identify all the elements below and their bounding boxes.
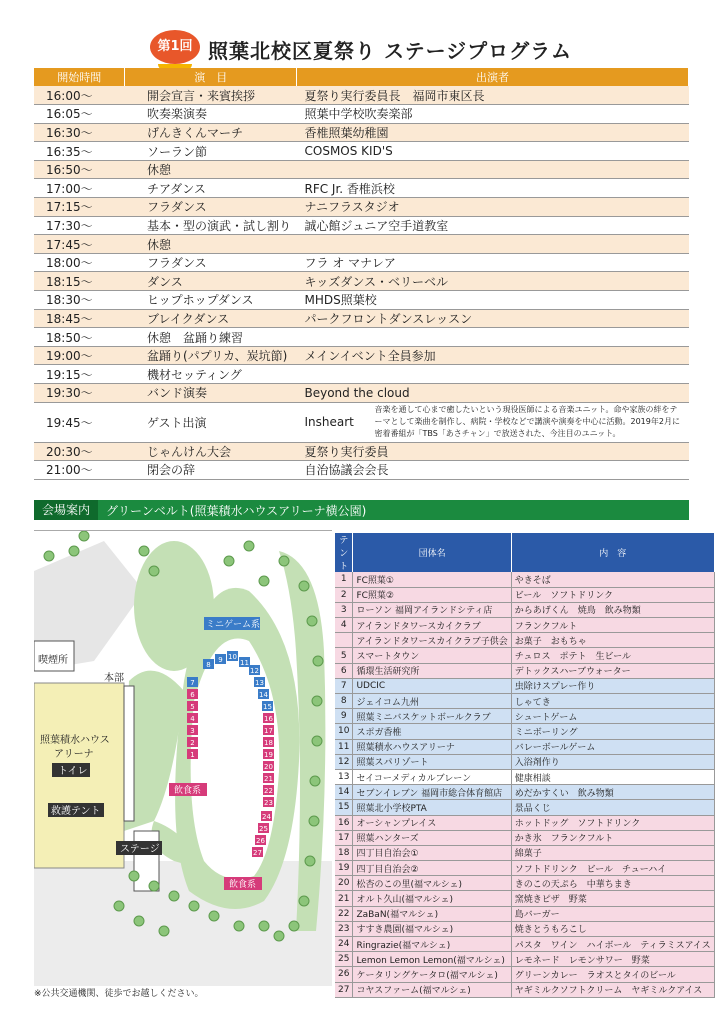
tent-org: FC照葉② xyxy=(353,587,511,602)
program-performer: キッズダンス・ベリーベル xyxy=(297,272,689,291)
program-performer: 照葉中学校吹奏楽部 xyxy=(297,105,689,124)
tree-icon xyxy=(224,556,234,566)
tree-icon xyxy=(310,776,320,786)
tent-no: 4 xyxy=(335,618,353,633)
tent-org: オルト久山(福マルシェ) xyxy=(353,891,511,906)
tent-no: 18 xyxy=(335,845,353,860)
program-row xyxy=(34,309,689,328)
tree-icon xyxy=(69,546,79,556)
tent-content: かき氷 フランクフルト xyxy=(511,830,714,845)
program-performer xyxy=(297,235,689,254)
program-row xyxy=(34,105,689,124)
header-time: 開始時間 xyxy=(34,68,125,86)
tent-org: ZaBaN(福マルシェ) xyxy=(353,906,511,921)
tent-number: 7 xyxy=(190,679,195,687)
program-time: 16:50～ xyxy=(34,160,125,179)
tent-no: 22 xyxy=(335,906,353,921)
tent-number: 3 xyxy=(190,727,195,735)
tent-org: アイランドタワースカイクラブ xyxy=(353,618,511,633)
label-toilet: トイレ xyxy=(58,766,88,777)
program-time: 17:15～ xyxy=(34,198,125,217)
program-time: 17:00～ xyxy=(34,179,125,198)
program-time: 16:00～ xyxy=(34,86,125,105)
tree-icon xyxy=(244,541,254,551)
tent-number: 14 xyxy=(259,691,268,699)
tent-table xyxy=(335,533,715,998)
tent-row xyxy=(335,891,714,906)
program-event: 盆踊り(パプリカ、炭坑節) xyxy=(125,346,297,365)
tree-icon xyxy=(139,546,149,556)
tent-no: 2 xyxy=(335,587,353,602)
tent-number: 12 xyxy=(250,667,259,675)
tree-icon xyxy=(259,921,269,931)
tent-no: 7 xyxy=(335,678,353,693)
tent-no: 16 xyxy=(335,815,353,830)
program-table xyxy=(34,68,689,480)
program-row xyxy=(34,461,689,480)
program-performer: 自治協議会会長 xyxy=(297,461,689,480)
program-time: 20:30～ xyxy=(34,442,125,461)
tent-content: 景品くじ xyxy=(511,800,714,815)
tent-row xyxy=(335,982,714,997)
tent-org: スポガ香椎 xyxy=(353,724,511,739)
tent-number: 15 xyxy=(263,703,272,711)
tent-no: 13 xyxy=(335,769,353,784)
tent-content: めだかすくい 飲み物類 xyxy=(511,785,714,800)
program-time: 16:30～ xyxy=(34,123,125,142)
tent-org: スマートタウン xyxy=(353,648,511,663)
program-performer xyxy=(297,402,689,442)
tree-icon xyxy=(259,576,269,586)
tent-org: ローソン 福岡アイランドシティ店 xyxy=(353,602,511,617)
tent-number: 24 xyxy=(262,813,271,821)
program-time: 21:00～ xyxy=(34,461,125,480)
program-event: ヒップホップダンス xyxy=(125,291,297,310)
program-performer: 誠心館ジュニア空手道教室 xyxy=(297,216,689,235)
program-time: 18:50～ xyxy=(34,328,125,347)
bottom-road xyxy=(34,861,332,986)
tent-row xyxy=(335,967,714,982)
tent-header-content: 内 容 xyxy=(511,533,714,572)
tree-icon xyxy=(79,531,89,541)
tent-row xyxy=(335,739,714,754)
tent-org: オーシャンプレイス xyxy=(353,815,511,830)
tent-no: 15 xyxy=(335,800,353,815)
tent-org: 松杏のこの里(福マルシェ) xyxy=(353,876,511,891)
tent-number: 11 xyxy=(240,659,249,667)
program-event: ブレイクダンス xyxy=(125,309,297,328)
tent-no: 20 xyxy=(335,876,353,891)
tent-header-no: テント xyxy=(335,533,353,572)
tree-icon xyxy=(299,896,309,906)
program-event: ソーラン節 xyxy=(125,142,297,161)
tent-content: シュートゲーム xyxy=(511,709,714,724)
tent-content: 焼きとうもろこし xyxy=(511,921,714,936)
tent-no: 6 xyxy=(335,663,353,678)
tent-no: 26 xyxy=(335,967,353,982)
tent-row xyxy=(335,830,714,845)
tree-icon xyxy=(44,551,54,561)
label-arena-2: アリーナ xyxy=(54,749,94,760)
tent-no: 11 xyxy=(335,739,353,754)
tent-no: 8 xyxy=(335,694,353,709)
tree-icon xyxy=(234,921,244,931)
tree-icon xyxy=(159,926,169,936)
tent-no: 17 xyxy=(335,830,353,845)
tent-content: デトックスハーブウォーター xyxy=(511,663,714,678)
arena-edge xyxy=(124,686,134,821)
tent-org: Ringrazie(福マルシェ) xyxy=(353,937,511,952)
venue-map xyxy=(34,530,332,985)
program-row xyxy=(34,216,689,235)
tent-no: 12 xyxy=(335,754,353,769)
tent-row xyxy=(335,587,714,602)
tent-row xyxy=(335,618,714,633)
program-time: 18:00～ xyxy=(34,253,125,272)
tent-content: ビール ソフトドリンク xyxy=(511,587,714,602)
tent-org: セブンイレブン 福岡市総合体育館店 xyxy=(353,785,511,800)
tent-no: 10 xyxy=(335,724,353,739)
tent-org: アイランドタワースカイクラブ子供会 xyxy=(353,633,511,648)
program-event: バンド演奏 xyxy=(125,384,297,403)
program-time: 17:30～ xyxy=(34,216,125,235)
tent-row xyxy=(335,861,714,876)
label-minigame: ミニゲーム系 xyxy=(206,620,261,630)
header-performer: 出演者 xyxy=(297,68,689,86)
tent-content: ソフトドリンク ビール チューハイ xyxy=(511,861,714,876)
tent-row xyxy=(335,876,714,891)
map-svg xyxy=(34,531,332,986)
program-row xyxy=(34,328,689,347)
program-row xyxy=(34,402,689,442)
tent-content: グリーンカレー ラオスとタイのビール xyxy=(511,967,714,982)
tree-icon xyxy=(279,556,289,566)
program-time: 17:45～ xyxy=(34,235,125,254)
tent-number: 18 xyxy=(264,739,273,747)
tent-number: 16 xyxy=(264,715,273,723)
tent-org: 照葉積水ハウスアリーナ xyxy=(353,739,511,754)
program-row xyxy=(34,346,689,365)
program-row xyxy=(34,142,689,161)
program-event: 休憩 xyxy=(125,235,297,254)
tent-header-org: 団体名 xyxy=(353,533,511,572)
program-performer: 夏祭り実行委員長 福岡市東区長 xyxy=(297,86,689,105)
program-performer: MHDS照葉校 xyxy=(297,291,689,310)
program-event: じゃんけん大会 xyxy=(125,442,297,461)
program-performer: パークフロントダンスレッスン xyxy=(297,309,689,328)
tent-content: レモネード レモンサワー 野菜 xyxy=(511,952,714,967)
venue-label: 会場案内 xyxy=(34,500,98,520)
tent-number: 13 xyxy=(255,679,264,687)
program-performer: 夏祭り実行委員 xyxy=(297,442,689,461)
program-row xyxy=(34,253,689,272)
tent-content: パスタ ワイン ハイボール ティラミスアイス xyxy=(511,937,714,952)
tree-icon xyxy=(114,901,124,911)
tree-icon xyxy=(149,881,159,891)
tent-no: 24 xyxy=(335,937,353,952)
program-row xyxy=(34,235,689,254)
tree-icon xyxy=(189,901,199,911)
program-row xyxy=(34,384,689,403)
tent-number: 10 xyxy=(228,653,237,661)
tent-no: 1 xyxy=(335,572,353,587)
tree-icon xyxy=(307,616,317,626)
tent-no: 9 xyxy=(335,709,353,724)
tent-org: 循環生活研究所 xyxy=(353,663,511,678)
tent-no: 19 xyxy=(335,861,353,876)
tent-no: 14 xyxy=(335,785,353,800)
tree-icon xyxy=(149,566,159,576)
tent-row xyxy=(335,937,714,952)
tent-content: 虫除けスプレー作り xyxy=(511,678,714,693)
tent-row xyxy=(335,724,714,739)
tent-number: 6 xyxy=(190,691,195,699)
page-title xyxy=(150,30,630,68)
tent-number: 8 xyxy=(206,661,211,669)
tent-org: 四丁目自治会① xyxy=(353,845,511,860)
tree-icon xyxy=(274,931,284,941)
tent-content: 入浴剤作り xyxy=(511,754,714,769)
tree-icon xyxy=(209,911,219,921)
program-event: チアダンス xyxy=(125,179,297,198)
tent-org: 照葉ミニバスケットボールクラブ xyxy=(353,709,511,724)
tent-org: Lemon Lemon Lemon(福マルシェ) xyxy=(353,952,511,967)
tent-content: 島バーガー xyxy=(511,906,714,921)
tent-org: 照葉北小学校PTA xyxy=(353,800,511,815)
program-row xyxy=(34,86,689,105)
tent-org: すすき農園(福マルシェ) xyxy=(353,921,511,936)
tent-org: ジェイコム九州 xyxy=(353,694,511,709)
program-row xyxy=(34,442,689,461)
tent-content: フランクフルト xyxy=(511,618,714,633)
tree-icon xyxy=(169,891,179,901)
program-event: ダンス xyxy=(125,272,297,291)
program-performer: 香椎照葉幼稚園 xyxy=(297,123,689,142)
program-event: 機材セッティング xyxy=(125,365,297,384)
venue-bar xyxy=(34,500,689,520)
program-row xyxy=(34,198,689,217)
program-performer: メインイベント全員参加 xyxy=(297,346,689,365)
tent-content: お菓子 おもちゃ xyxy=(511,633,714,648)
tent-no: 27 xyxy=(335,982,353,997)
program-event: 開会宣言・来賓挨拶 xyxy=(125,86,297,105)
tent-row xyxy=(335,602,714,617)
tent-row xyxy=(335,785,714,800)
tent-content: きのこの天ぷら 中華ちまき xyxy=(511,876,714,891)
program-performer xyxy=(297,365,689,384)
tent-content: ホットドッグ ソフトドリンク xyxy=(511,815,714,830)
label-hq: 本部 xyxy=(104,673,124,684)
edition-badge: 第1回 xyxy=(150,30,200,64)
tent-org: 照葉スパリゾート xyxy=(353,754,511,769)
venue-name: グリーンベルト(照葉積水ハウスアリーナ横公園) xyxy=(106,503,367,518)
tent-no xyxy=(335,633,353,648)
tent-number: 17 xyxy=(264,727,273,735)
performer-note: 音楽を通して心まで癒したいという現役医師による音楽ユニット。命や家族の絆をテーマとして楽曲を制作し、病院・学校などで講演や演奏を中心に活動。2019年2月に密着番組が「TBS「あさチャン」で放送された、今注目のユニット。 xyxy=(374,405,680,439)
label-food-1: 飲食系 xyxy=(174,786,202,796)
tree-icon xyxy=(129,871,139,881)
tree-icon xyxy=(299,581,309,591)
tent-no: 5 xyxy=(335,648,353,663)
tent-body xyxy=(335,572,714,997)
tent-number: 19 xyxy=(264,751,273,759)
tent-number: 22 xyxy=(264,787,273,795)
tent-number: 27 xyxy=(253,849,262,857)
tent-org: コヤスファーム(福マルシェ) xyxy=(353,982,511,997)
program-event: 休憩 盆踊り練習 xyxy=(125,328,297,347)
tree-icon xyxy=(289,921,299,931)
tree-icon xyxy=(134,916,144,926)
tree-icon xyxy=(312,736,322,746)
tent-content: ミニボーリング xyxy=(511,724,714,739)
program-row xyxy=(34,365,689,384)
tent-content: やきそば xyxy=(511,572,714,587)
program-performer: Beyond the cloud xyxy=(297,384,689,403)
tent-number: 9 xyxy=(218,656,223,664)
program-row xyxy=(34,123,689,142)
program-event: 基本・型の演武・試し割り xyxy=(125,216,297,235)
program-event: フラダンス xyxy=(125,198,297,217)
program-row xyxy=(34,291,689,310)
tent-row xyxy=(335,754,714,769)
title-text: 照葉北校区夏祭り ステージプログラム xyxy=(208,39,572,63)
program-event: 休憩 xyxy=(125,160,297,179)
tent-number: 23 xyxy=(264,799,273,807)
performer-name: Insheart xyxy=(304,415,354,430)
tent-content: からあげくん 焼鳥 飲み物類 xyxy=(511,602,714,617)
tent-row xyxy=(335,663,714,678)
tent-number: 21 xyxy=(264,775,273,783)
tent-no: 25 xyxy=(335,952,353,967)
tent-no: 23 xyxy=(335,921,353,936)
tent-number: 2 xyxy=(190,739,195,747)
label-aid: 救護テント xyxy=(51,806,101,817)
tent-number: 5 xyxy=(190,703,195,711)
program-performer: RFC Jr. 香椎浜校 xyxy=(297,179,689,198)
tent-content: 綿菓子 xyxy=(511,845,714,860)
tent-row xyxy=(335,694,714,709)
header-event: 演 目 xyxy=(125,68,297,86)
tent-content: 窯焼きピザ 野菜 xyxy=(511,891,714,906)
tent-number: 1 xyxy=(190,751,195,759)
program-time: 18:45～ xyxy=(34,309,125,328)
tent-row xyxy=(335,648,714,663)
tent-org: UDCIC xyxy=(353,678,511,693)
label-arena-1: 照葉積水ハウス xyxy=(40,735,110,746)
program-time: 19:30～ xyxy=(34,384,125,403)
tent-row xyxy=(335,845,714,860)
tent-number: 20 xyxy=(264,763,273,771)
program-time: 19:45～ xyxy=(34,402,125,442)
tree-icon xyxy=(313,656,323,666)
program-row xyxy=(34,160,689,179)
tent-number: 4 xyxy=(190,715,195,723)
tent-row xyxy=(335,815,714,830)
tent-content: バレーボールゲーム xyxy=(511,739,714,754)
performer-wrap xyxy=(305,404,685,440)
tent-no: 21 xyxy=(335,891,353,906)
program-event: 吹奏楽演奏 xyxy=(125,105,297,124)
tent-row xyxy=(335,800,714,815)
program-event: フラダンス xyxy=(125,253,297,272)
program-performer: ナニフラスタジオ xyxy=(297,198,689,217)
program-performer: フラ オ マナレア xyxy=(297,253,689,272)
program-performer xyxy=(297,328,689,347)
program-row xyxy=(34,179,689,198)
tent-row xyxy=(335,678,714,693)
tent-content: しゃてき xyxy=(511,694,714,709)
tent-row xyxy=(335,709,714,724)
map-note: ※公共交通機関、徒歩でお越しください。 xyxy=(34,989,204,999)
tent-content: ヤギミルクソフトクリーム ヤギミルクアイス xyxy=(511,982,714,997)
tent-org: 照葉ハンターズ xyxy=(353,830,511,845)
tent-org: 四丁目自治会② xyxy=(353,861,511,876)
tent-no: 3 xyxy=(335,602,353,617)
program-time: 18:15～ xyxy=(34,272,125,291)
tent-org: セイコーメディカルブレーン xyxy=(353,769,511,784)
program-body xyxy=(34,86,689,479)
tent-content: 健康相談 xyxy=(511,769,714,784)
program-event: 閉会の辞 xyxy=(125,461,297,480)
program-time: 18:30～ xyxy=(34,291,125,310)
program-performer: COSMOS KID'S xyxy=(297,142,689,161)
label-food-2: 飲食系 xyxy=(229,880,257,890)
program-row xyxy=(34,272,689,291)
program-time: 19:15～ xyxy=(34,365,125,384)
tent-row xyxy=(335,921,714,936)
tent-row xyxy=(335,769,714,784)
tent-org: ケータリングケータロ(福マルシェ) xyxy=(353,967,511,982)
tent-org: FC照葉① xyxy=(353,572,511,587)
label-stage: ステージ xyxy=(120,844,160,855)
tent-row xyxy=(335,572,714,587)
tent-number: 25 xyxy=(259,825,268,833)
tent-row xyxy=(335,906,714,921)
program-event: げんきくんマーチ xyxy=(125,123,297,142)
tent-row xyxy=(335,633,714,648)
tent-row xyxy=(335,952,714,967)
label-smoking: 喫煙所 xyxy=(38,655,68,666)
program-performer xyxy=(297,160,689,179)
tent-content: チュロス ポテト 生ビール xyxy=(511,648,714,663)
program-time: 16:05～ xyxy=(34,105,125,124)
program-time: 16:35～ xyxy=(34,142,125,161)
program-time: 19:00～ xyxy=(34,346,125,365)
tree-icon xyxy=(309,816,319,826)
tree-icon xyxy=(312,696,322,706)
tree-icon xyxy=(305,856,315,866)
tent-number: 26 xyxy=(256,837,265,845)
program-event: ゲスト出演 xyxy=(125,402,297,442)
